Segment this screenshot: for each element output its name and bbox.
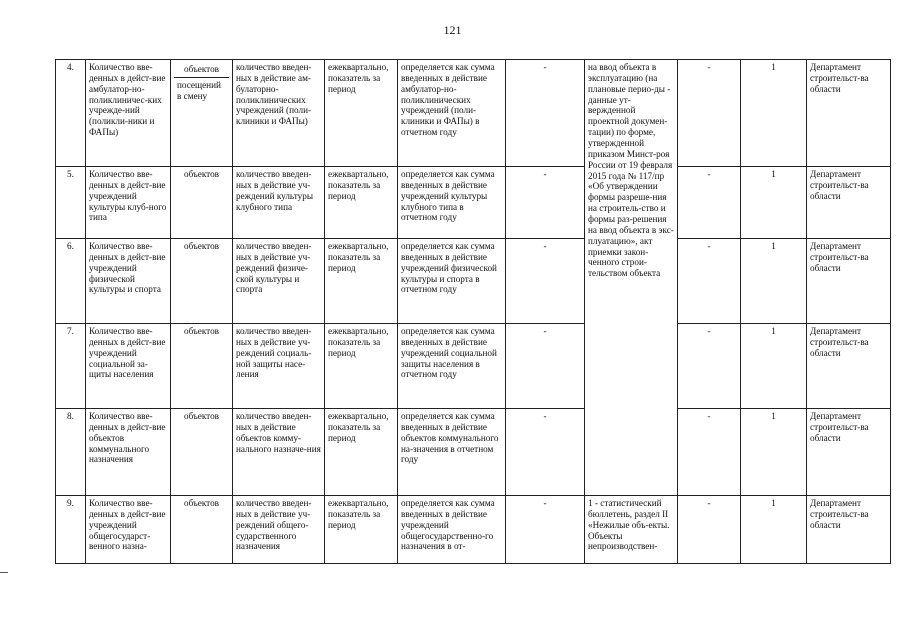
- indicator-definition: количество введен-ных в действие уч-реждений физиче-ской культуры и спорта: [233, 239, 325, 324]
- code-cell: 1: [741, 496, 807, 564]
- calculation-method: определяется как сумма введенных в действие амбулатор-но-поликлинических учреждений (поли-клиники и ФАПы) в отчетном году: [398, 60, 506, 167]
- margin-mark: [0, 572, 8, 573]
- unit-label: объектов: [171, 239, 233, 324]
- row-number: 7.: [56, 324, 86, 409]
- table-row: [56, 324, 891, 409]
- responsible-department: Департамент строительст-ва области: [807, 496, 891, 564]
- calculation-method: определяется как сумма введенных в действие учреждений общегосударственно-го назначения в от-: [398, 496, 506, 564]
- periodicity: ежеквартально, показатель за период: [325, 324, 398, 409]
- code-cell: 1: [741, 409, 807, 496]
- periodicity: ежеквартально, показатель за период: [325, 60, 398, 167]
- indicator-name: Количество вве-денных в дейст-вие амбулатор-но-поликлиничес-ких учрежде-ний (поликли-ники и ФАПы): [86, 60, 171, 167]
- dash-cell: -: [678, 324, 741, 409]
- indicator-name: Количество вве-денных в дейст-вие учреждений физической культуры и спорта: [86, 239, 171, 324]
- responsible-department: Департамент строительст-ва области: [807, 409, 891, 496]
- indicator-definition: количество введен-ных в действие уч-реждений культуры клубного типа: [233, 167, 325, 239]
- table-row: [56, 496, 891, 564]
- table-row: [56, 60, 891, 167]
- dash-cell: -: [506, 496, 585, 564]
- table-row: [56, 167, 891, 239]
- page-number: 121: [443, 23, 462, 37]
- table-row: [56, 239, 891, 324]
- row-number: 5.: [56, 167, 86, 239]
- responsible-department: Департамент строительст-ва области: [807, 239, 891, 324]
- dash-cell: -: [678, 60, 741, 167]
- responsible-department: Департамент строительст-ва области: [807, 324, 891, 409]
- unit-cell: [171, 60, 233, 167]
- dash-cell: -: [506, 409, 585, 496]
- indicator-name: Количество вве-денных в дейст-вие объектов коммунального назначения: [86, 409, 171, 496]
- data-source: 1 - статистический бюллетень, раздел II «Нежилые объ-екты. Объекты непроизводствен-: [585, 496, 678, 564]
- indicator-name: Количество вве-денных в дейст-вие учреждений социальной за-щиты населения: [86, 324, 171, 409]
- dash-cell: -: [506, 324, 585, 409]
- table-row: [56, 409, 891, 496]
- code-cell: 1: [741, 60, 807, 167]
- calculation-method: определяется как сумма введенных в действие учреждений физической культуры и спорта в отчетном году: [398, 239, 506, 324]
- dash-cell: -: [678, 409, 741, 496]
- periodicity: ежеквартально, показатель за период: [325, 239, 398, 324]
- indicator-name: Количество вве-денных в дейст-вие учреждений культуры клуб-ного типа: [86, 167, 171, 239]
- row-number: 8.: [56, 409, 86, 496]
- unit-label: объектов: [171, 167, 233, 239]
- indicator-definition: количество введен-ных в действие ам-булаторно-поликлинических учреждений (поли-клиники и ФАПы): [233, 60, 325, 167]
- row-number: 4.: [56, 60, 86, 167]
- unit-label: объектов: [171, 496, 233, 564]
- indicator-name: Количество вве-денных в дейст-вие учреждений общегосударст-венного назна-: [86, 496, 171, 564]
- calculation-method: определяется как сумма введенных в действие объектов коммунального на-значения в отчетном году: [398, 409, 506, 496]
- row-number: 9.: [56, 496, 86, 564]
- indicators-table: [55, 59, 891, 564]
- indicator-definition: количество введен-ных в действие уч-реждений социаль-ной защиты насе-ления: [233, 324, 325, 409]
- dash-cell: -: [506, 60, 585, 167]
- dash-cell: -: [506, 167, 585, 239]
- calculation-method: определяется как сумма введенных в действие учреждений социальной защиты населения в отчетном году: [398, 324, 506, 409]
- indicator-definition: количество введен-ных в действие уч-реждений общего-сударственного назначения: [233, 496, 325, 564]
- code-cell: 1: [741, 324, 807, 409]
- dash-cell: -: [678, 239, 741, 324]
- unit-label: объектов: [171, 324, 233, 409]
- code-cell: 1: [741, 239, 807, 324]
- periodicity: ежеквартально, показатель за период: [325, 409, 398, 496]
- unit-label: объектов: [174, 62, 229, 78]
- unit-label-secondary: посещений в смену: [177, 79, 221, 101]
- responsible-department: Департамент строительст-ва области: [807, 60, 891, 167]
- unit-label: объектов: [171, 409, 233, 496]
- periodicity: ежеквартально, показатель за период: [325, 167, 398, 239]
- data-source-merged: на ввод объекта в эксплуатацию (на плановые перио-ды - данные ут-вержденной проектной докумен-тации) по форме, утвержденной приказом Минст-роя России от 19 февраля 2015 года № 117/пр «Об утверждении формы разреше-ния на строитель-ство и формы раз-решения на ввод объекта в экс-плуатацию», акт приемки закон-ченного строи-тельством объекта: [585, 60, 678, 496]
- indicator-definition: количество введен-ных в действие объектов комму-нального назначе-ния: [233, 409, 325, 496]
- responsible-department: Департамент строительст-ва области: [807, 167, 891, 239]
- dash-cell: -: [678, 167, 741, 239]
- periodicity: ежеквартально, показатель за период: [325, 496, 398, 564]
- calculation-method: определяется как сумма введенных в действие учреждений культуры клубного типа в отчетном году: [398, 167, 506, 239]
- dash-cell: -: [506, 239, 585, 324]
- code-cell: 1: [741, 167, 807, 239]
- row-number: 6.: [56, 239, 86, 324]
- dash-cell: -: [678, 496, 741, 564]
